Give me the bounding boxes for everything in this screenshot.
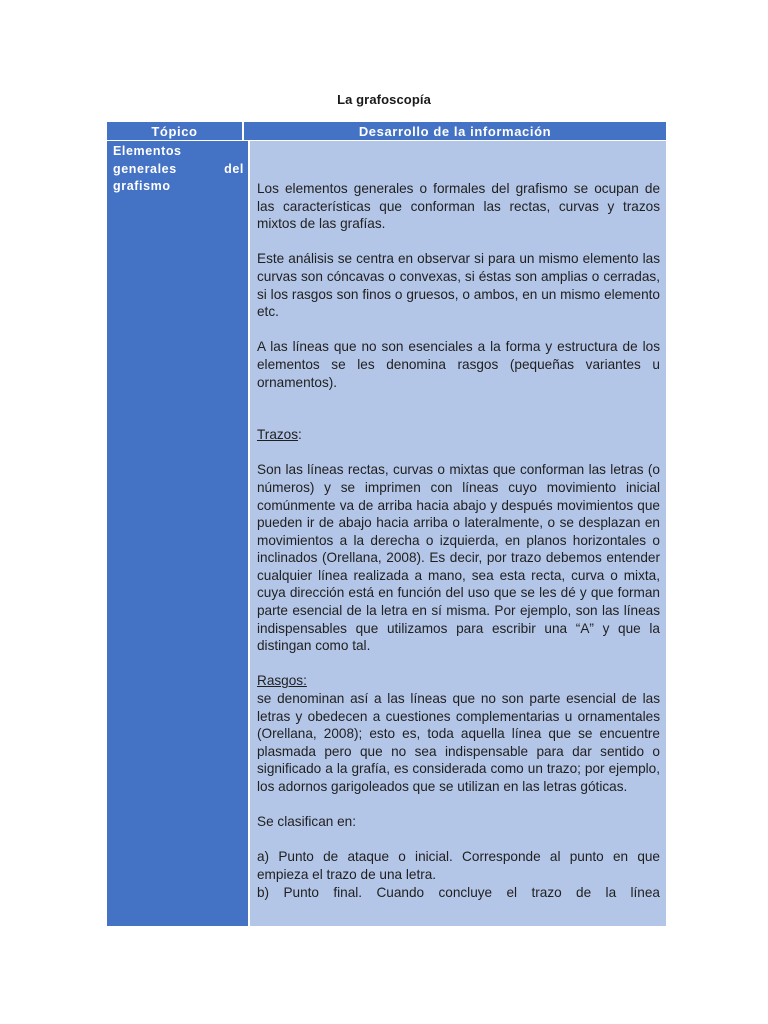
header-topic: Tópico: [107, 122, 244, 140]
header-development: Desarrollo de la información: [358, 123, 552, 139]
table-header-row: [107, 122, 666, 140]
content-cell: [250, 141, 666, 926]
table-row: [107, 140, 666, 926]
list-item-start-point: a) Punto de ataque o inicial. Corresponde al punto en que empieza el trazo de una letra.: [257, 849, 660, 882]
topic-line-1: Elementos: [113, 144, 182, 158]
paragraph-rasgos: se denominan así a las líneas que no son parte esencial de las letras y obedecen a cuestiones complementarias u ornamentales (Orellana, 2008); esto es, toda aquella línea que se encuentre plasmada pero que no sea indispensable para dar sentido o significado a la grafía, es considerada como un trazo; por ejemplo, los adornos garigoleados que se utilizan en las letras góticas.: [257, 691, 660, 794]
paragraph-classification: Se clasifican en:: [257, 814, 356, 830]
page-title: La grafoscopía: [337, 92, 431, 107]
rasgos-heading: Rasgos:: [257, 673, 307, 689]
trazos-heading-line: [257, 426, 660, 444]
paragraph-general-elements: Los elementos generales o formales del grafismo se ocupan de las características que conforman las rectas, curvas y trazos mixtos de las grafías.: [257, 181, 660, 232]
topic-line-2: generales del: [113, 161, 244, 176]
trazos-heading: Trazos: [257, 427, 299, 443]
paragraph-rasgos-definition: A las líneas que no son esenciales a la forma y estructura de los elementos se les denomina rasgos (pequeñas variantes u ornamentos).: [257, 339, 660, 390]
list-item-end-point: b) Punto final. Cuando concluye el trazo de la línea: [257, 884, 660, 900]
topic-line-3: grafismo: [113, 179, 171, 193]
topic-cell: [107, 141, 250, 926]
trazos-colon: :: [298, 427, 302, 443]
info-table: [107, 122, 666, 926]
paragraph-analysis: Este análisis se centra en observar si para un mismo elemento las curvas son cóncavas o convexas, si éstas son amplias o cerradas, si los rasgos son finos o gruesos, o ambos, en un mismo elemento etc.: [257, 251, 660, 320]
paragraph-trazos: Son las líneas rectas, curvas o mixtas que conforman las letras (o números) y se imprimen con líneas cuyo movimiento inicial comúnmente va de arriba hacia abajo y después movimientos que pueden ir de abajo hacia arriba o lateralmente, o se desplazan en movimientos a la derecha o izquierda, en planos horizontales o inclinados (Orellana, 2008). Es decir, por trazo debemos entender cualquier línea realizada a mano, sea esta recta, curva o mixta, cuya dirección está en función del uso que se les dé y que forman parte esencial de la letra en sí misma. Por ejemplo, son las líneas indispensables que utilizamos para escribir una “A” y que la distingan como tal.: [257, 462, 660, 654]
